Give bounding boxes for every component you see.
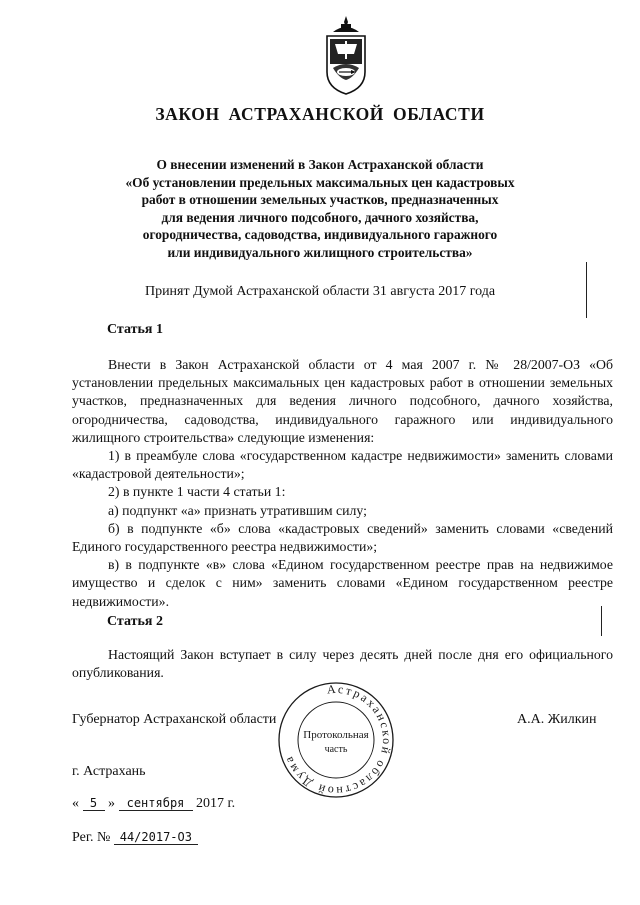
heading-line: или индивидуального жилищного строительства»: [167, 244, 473, 260]
law-title: ЗАКОН АСТРАХАНСКОЙ ОБЛАСТИ: [155, 104, 485, 124]
adoption-statement: Принят Думой Астраханской области 31 августа 2017 года: [144, 284, 496, 299]
article-1-body: [72, 356, 613, 611]
article-1-paragraph: 1) в преамбуле слова «государственном кадастре недвижимости» заменить словами «кадастровой деятельности»;: [72, 448, 613, 482]
registration-label: Рег. №: [72, 830, 111, 845]
heading-line: огородничества, садоводства, индивидуального гаражного: [142, 227, 498, 243]
heading-line: для ведения личного подсобного, дачного хозяйства,: [161, 209, 479, 225]
article-2-title: Статья 2: [107, 614, 163, 629]
registration-value: 44/2017-ОЗ: [114, 830, 198, 845]
scan-line: [586, 262, 587, 318]
article-1-paragraph: а) подпункт «а» признать утратившим силу;: [108, 502, 367, 518]
heading-line: О внесении изменений в Закон Астраханской области: [156, 157, 484, 172]
heading-line: «Об установлении предельных максимальных цен кадастровых: [125, 174, 515, 190]
date-year: 2017 г.: [196, 796, 236, 811]
scan-line: [601, 606, 602, 636]
stamp-ring-text: Астраханской областной Дума: [280, 681, 395, 799]
governor-position: Губернатор Астраханской области: [72, 712, 277, 727]
article-1-paragraph: б) в подпункте «б» слова «кадастровых сведений» заменить словами «сведений Единого государственного реестра недвижимости»;: [72, 520, 613, 555]
date-month: сентября: [119, 796, 193, 811]
law-heading: [60, 156, 580, 262]
article-2-body: [72, 646, 613, 682]
city: г. Астрахань: [72, 764, 146, 779]
article-1-paragraph: 2) в пункте 1 части 4 статьи 1:: [108, 484, 286, 500]
astrakhan-coat-of-arms-icon: [323, 14, 369, 96]
signing-date: [72, 796, 235, 812]
governor-name: А.А. Жилкин: [517, 712, 597, 727]
official-stamp: [276, 680, 396, 800]
date-close-quote: »: [108, 796, 115, 811]
heading-line: работ в отношении земельных участков, предназначенных: [141, 192, 499, 208]
registration-number: [72, 830, 198, 846]
article-1-paragraph: в) в подпункте «в» слова «Едином государственном реестре прав на недвижимое имущество и сделок с ним» заменить словами «Едином государственном реестре недвижимости».: [72, 557, 613, 609]
stamp-center-line1: Протокольная: [303, 729, 369, 741]
article-1-paragraph: Внести в Закон Астраханской области от 4 мая 2007 г. № 28/2007-ОЗ «Об установлении предельных максимальных цен кадастровых работ в отношении земельных участков, предназначенных для ведения личного подсобного, дачного хозяйства, огородничества, садоводства, индивидуального гаражного или индивидуального жилищного строительства» следующие изменения:: [72, 357, 613, 445]
date-open-quote: «: [72, 796, 79, 811]
article-1-title: Статья 1: [107, 322, 163, 337]
article-2-paragraph: Настоящий Закон вступает в силу через десять дней после дня его официального опубликования.: [72, 647, 613, 681]
date-day: 5: [83, 796, 105, 811]
stamp-center-line2: часть: [324, 744, 348, 755]
